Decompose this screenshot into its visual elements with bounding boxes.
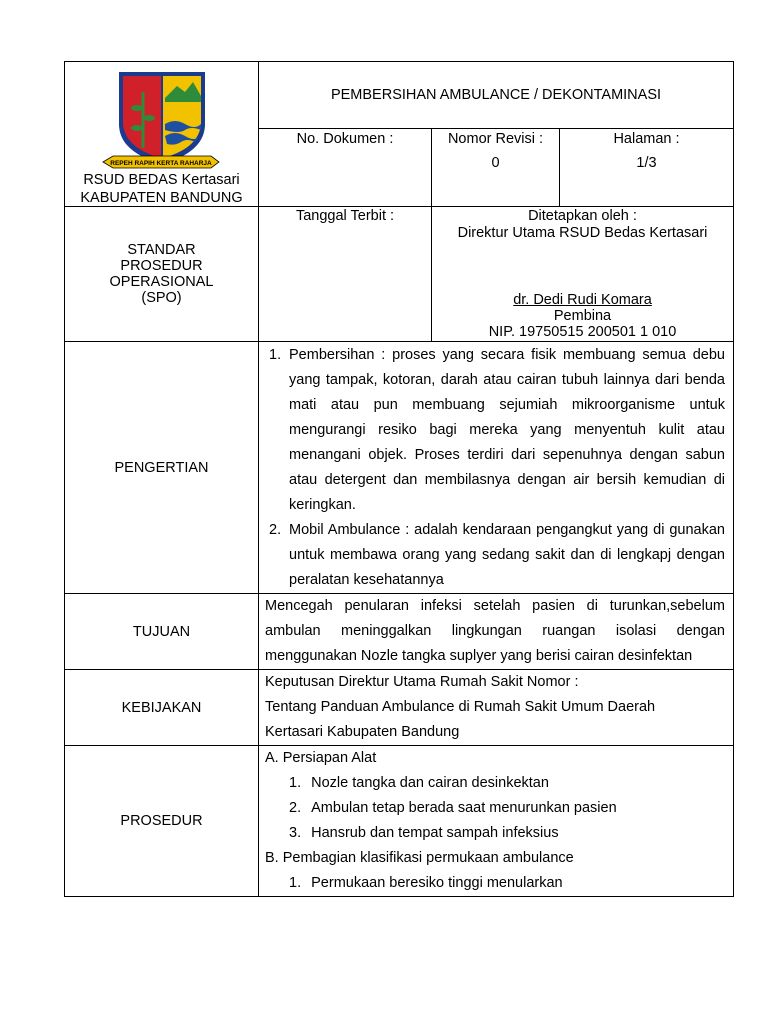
prosedur-section-b: B. Pembagian klasifikasi permukaan ambulance [265,850,574,866]
nomor-revisi-label: Nomor Revisi : [447,131,544,147]
kebijakan-line-2: Tentang Panduan Ambulance di Rumah Sakit Umum Daerah [265,699,656,715]
tujuan-label: TUJUAN [132,623,191,640]
prosedur-step-number: 1. [289,875,302,891]
tujuan-content-cell [258,593,734,670]
pengertian-item [265,518,725,593]
tanggal-terbit-label: Tanggal Terbit : [295,208,395,224]
document-title-cell [258,61,734,129]
prosedur-step-number: 2. [289,800,302,816]
pengertian-content-cell [258,341,734,594]
prosedur-step [265,821,725,846]
pengertian-item-number: 1. [269,347,282,363]
tujuan-text: Mencegah penularan infeksi setelah pasien di turunkan,sebelum ambulan meninggalkan lingkungan ruangan isolasi dengan menggunakan Nozle tangka suplyer yang berisi cairan desinfektan [265,598,725,664]
prosedur-step-text: Ambulan tetap berada saat menurunkan pasien [311,800,617,816]
halaman-cell [559,128,734,207]
ditetapkan-label: Ditetapkan oleh : [528,208,637,224]
kebijakan-line-1: Keputusan Direktur Utama Rumah Sakit Nomor : [265,674,579,690]
spo-line-3: OPERASIONAL [109,274,214,290]
spo-line-4: (SPO) [141,290,182,306]
prosedur-step-text: Hansrub dan tempat sampah infeksius [311,825,559,841]
hospital-name: RSUD BEDAS Kertasari [83,172,240,188]
prosedur-section-a: A. Persiapan Alat [265,750,377,766]
signer-rank: Pembina [553,308,612,324]
kebijakan-content-cell [258,669,734,746]
nomor-revisi-cell [431,128,560,207]
pengertian-list [265,343,725,593]
tanggal-terbit-cell [258,206,432,342]
prosedur-label-cell [64,745,259,897]
spo-line-1: STANDAR [127,242,196,258]
prosedur-step [265,796,725,821]
tujuan-label-cell [64,593,259,670]
kebijakan-label: KEBIJAKAN [121,699,202,716]
ditetapkan-cell [431,206,734,342]
pengertian-item [265,343,725,518]
hospital-region: KABUPATEN BANDUNG [80,190,243,206]
prosedur-step [265,871,725,896]
no-dokumen-cell [258,128,432,207]
halaman-value: 1/3 [636,155,657,171]
signer-name: dr. Dedi Rudi Komara [513,292,652,308]
nomor-revisi-value: 0 [491,155,500,171]
spo-line-2: PROSEDUR [120,258,203,274]
prosedur-step [265,771,725,796]
spo-cell [64,206,259,342]
logo-cell [64,61,259,207]
prosedur-label: PROSEDUR [120,813,203,829]
prosedur-content-cell [258,745,734,897]
prosedur-step-text: Permukaan beresiko tinggi menularkan [311,875,563,891]
kebijakan-label-cell [64,669,259,746]
halaman-label: Halaman : [613,131,680,147]
prosedur-step-number: 1. [289,775,302,791]
document-title: PEMBERSIHAN AMBULANCE / DEKONTAMINASI [330,87,662,103]
kebijakan-line-3: Kertasari Kabupaten Bandung [265,724,460,740]
prosedur-step-number: 3. [289,825,302,841]
hospital-logo [101,68,221,178]
pengertian-item-text: Mobil Ambulance : adalah kendaraan pengangkut yang di gunakan untuk membawa orang yang sedang sakit dan di lengkapj dengan peralatan kesehatannya [289,522,725,588]
prosedur-step-text: Nozle tangka dan cairan desinkektan [311,775,549,791]
no-dokumen-label: No. Dokumen : [296,131,394,147]
logo-motto: REPEH RAPIH KERTA RAHARJA [110,160,212,167]
pengertian-label-cell [64,341,259,594]
pengertian-item-text: Pembersihan : proses yang secara fisik membuang semua debu yang tampak, kotoran, darah atau cairan tubuh lainnya dari benda mati atau pun membuang sejumiah mikroorganisme untuk mengurangi resiko bagi mereka yang menyentuh kulit atau menangani objek. Proses terdiri dari sepenuhnya dengan sabun atau detergent dan membilasnya dengan air bersih kemudian di keringkan. [289,347,725,513]
pengertian-item-number: 2. [269,522,282,538]
signer-nip: NIP. 19750515 200501 1 010 [488,324,677,340]
pengertian-label: PENGERTIAN [114,459,209,476]
ditetapkan-by: Direktur Utama RSUD Bedas Kertasari [457,225,708,241]
